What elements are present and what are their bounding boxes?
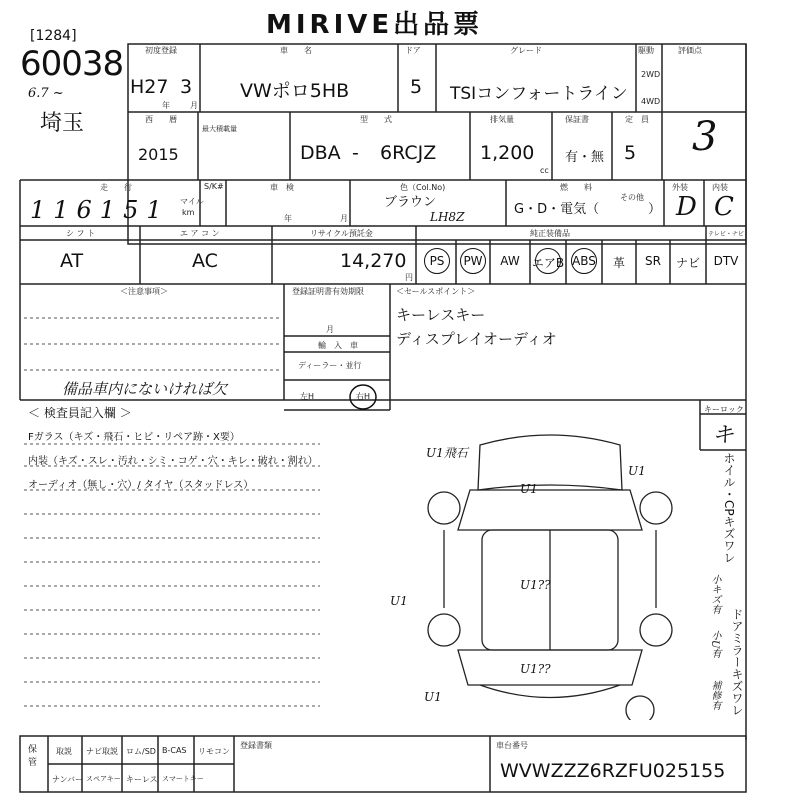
- label-displacement: 排気量: [490, 115, 514, 124]
- label-fuel: 燃 料: [560, 183, 592, 192]
- equipment-circle: [424, 248, 450, 274]
- label-score: 評価点: [678, 46, 702, 55]
- diagram-note-4: U1: [424, 690, 442, 704]
- hand-left: 左H: [300, 392, 315, 401]
- warranty-value: 有・無: [565, 150, 605, 165]
- label-aircon: エ ア コ ン: [180, 229, 220, 238]
- color-value: ブラウン: [384, 195, 437, 210]
- fuel-close: ）: [648, 202, 662, 217]
- first-reg-month-unit: 月: [190, 101, 198, 110]
- aircon-value: AC: [192, 250, 218, 272]
- fuel-other: その他: [620, 193, 644, 202]
- equipment-item: SR: [645, 254, 661, 268]
- label-first-reg: 初度登録: [145, 46, 177, 55]
- label-keylock: キーロック: [704, 405, 744, 414]
- label-reg-expiry: 登録証明書有効期限: [292, 287, 364, 296]
- bottom-item-2: ナビ取説: [86, 747, 118, 756]
- side-small-3: 補修有: [709, 680, 720, 710]
- insp-year: 年: [284, 214, 292, 223]
- interior-cond-line: 内装（キズ・スレ・汚れ・シミ・コゲ・穴・キレ・破れ・割れ）: [28, 456, 318, 467]
- label-model-year: 西 暦: [145, 115, 177, 124]
- side-note-2: ドアミラーキズワレ: [730, 608, 744, 716]
- label-model: 型 式: [360, 115, 392, 124]
- side-small-1: 小キズ有: [709, 574, 720, 614]
- label-car-name: 車 名: [280, 46, 312, 55]
- diagram-note-6: U1??: [520, 578, 551, 592]
- lot-scribble: 6.7 ~: [28, 86, 64, 101]
- km-unit: km: [182, 208, 195, 217]
- hand-right: 右H: [356, 392, 371, 401]
- equipment-item: PW: [463, 254, 483, 268]
- label-drive: 駆動: [638, 46, 654, 55]
- label-capacity: 最大積載量: [202, 125, 237, 133]
- bottom-item-1: 取説: [56, 747, 72, 756]
- windshield-line: Fガラス（キズ・飛石・ヒビ・リペア跡・X要）: [28, 432, 240, 443]
- side-note-1: ホイル・CPキズワレ: [722, 452, 736, 564]
- label-tv: テレビ・ナビ: [708, 231, 744, 238]
- label-sales-points: ＜セールスポイント＞: [396, 287, 476, 296]
- first-reg-value: H27: [130, 76, 169, 98]
- cc-unit: cc: [540, 166, 549, 175]
- equipment-item: AW: [500, 254, 520, 268]
- equipment-item: エアB: [531, 256, 565, 270]
- diagram-note-2: U1: [628, 464, 646, 478]
- drive-4wd: 4WD: [641, 97, 661, 106]
- first-reg-month: 3: [180, 76, 193, 98]
- audio-line: オーディオ（無し・穴）/ タイヤ（スタッドレス）: [28, 480, 254, 491]
- label-color: 色（Col.No): [400, 183, 446, 192]
- label-import: 輸 入 車: [318, 341, 358, 350]
- bottom-item-5: リモコン: [198, 747, 230, 756]
- label-mileage-top: 走 行: [100, 183, 132, 192]
- label-inspector: ＜ 検査員記入欄 ＞: [28, 406, 132, 420]
- equipment-circle: [571, 248, 597, 274]
- exterior-value: D: [676, 192, 697, 222]
- diagram-note-1: U1飛石: [426, 446, 468, 460]
- label-dealer: ディーラー・並行: [298, 361, 362, 370]
- first-reg-year-unit: 年: [162, 101, 170, 110]
- label-interior: 内装: [712, 183, 728, 192]
- lot-code: [1284]: [30, 28, 77, 44]
- recycle-value: 14,270: [340, 250, 407, 272]
- model-code: 6RCJZ: [380, 142, 437, 164]
- label-equipment: 純正装備品: [530, 229, 570, 238]
- diagram-note-7: U1??: [520, 662, 551, 676]
- label-vin: 車台番号: [496, 741, 528, 750]
- equipment-item: DTV: [713, 254, 739, 268]
- score-value: 3: [692, 114, 718, 160]
- label-exterior: 外装: [672, 183, 688, 192]
- label-inspection: 車 検: [270, 183, 294, 192]
- model-dash: -: [352, 142, 359, 164]
- bottom-item-4: B-CAS: [162, 746, 187, 755]
- color-code: LH8Z: [430, 210, 465, 224]
- prefecture: 埼玉: [40, 111, 85, 136]
- label-reg-items: 登録書類: [240, 741, 272, 750]
- label-recycle: リサイクル預託金: [310, 229, 373, 238]
- label-seats: 定 員: [625, 115, 649, 124]
- vin-value: WVWZZZ6RZFU025155: [500, 760, 726, 782]
- sales-point-1: キーレスキー: [396, 306, 486, 324]
- interior-value: C: [714, 192, 734, 222]
- bottom-item-3: ロム/SD: [126, 747, 156, 756]
- label-hold: 保 管: [28, 745, 38, 768]
- displacement-value: 1,200: [480, 142, 535, 164]
- insp-month: 月: [340, 214, 348, 223]
- keylock-value: キ: [712, 423, 735, 448]
- mile-unit: マイル: [180, 197, 204, 206]
- equipment-circle: [460, 248, 486, 274]
- right-hand-circle: [348, 383, 378, 411]
- note-handwriting: 備品車内にないければ欠: [62, 380, 228, 398]
- drive-2wd: 2WD: [641, 70, 661, 79]
- equipment-item: ナビ: [675, 256, 700, 270]
- sales-point-2: ディスプレイオーディオ: [396, 330, 557, 348]
- reg-expiry-month: 月: [326, 325, 334, 334]
- label-doors: ドア: [405, 46, 421, 55]
- bottom-item-8: キーレス: [126, 775, 158, 784]
- car-name-value: VWポロ5HB: [240, 80, 350, 102]
- equipment-item: ABS: [572, 254, 596, 268]
- diagram-note-3: U1: [390, 594, 408, 608]
- equipment-circle: [535, 248, 561, 274]
- grade-value: TSIコンフォートライン: [450, 84, 628, 104]
- label-notes: ＜注意事項＞: [120, 287, 168, 296]
- doors-value: 5: [410, 76, 423, 98]
- bottom-item-9: スマートキー: [162, 775, 204, 783]
- lot-number: 60038: [20, 44, 124, 84]
- mileage-value: 116151: [30, 196, 170, 224]
- seats-value: 5: [624, 142, 637, 164]
- side-small-2: 小U有: [709, 630, 720, 659]
- sheet-title: MIRIVE出品票: [266, 10, 484, 40]
- bottom-item-6: ナンバー: [52, 775, 84, 784]
- equipment-item: 革: [612, 256, 625, 270]
- model-prefix: DBA: [300, 142, 341, 164]
- fuel-value: G・D・電気（: [514, 202, 600, 217]
- label-shift: シ フ ト: [66, 229, 96, 238]
- shift-value: AT: [60, 250, 84, 272]
- equipment-item: PS: [429, 254, 445, 268]
- yen-unit: 円: [405, 273, 413, 282]
- label-grade: グレード: [510, 46, 542, 55]
- label-warranty: 保証書: [565, 115, 589, 124]
- diagram-note-5: U1: [520, 482, 538, 496]
- label-sk: S/K#: [204, 182, 224, 191]
- bottom-item-7: スペアキー: [86, 775, 121, 783]
- model-year-value: 2015: [138, 145, 179, 164]
